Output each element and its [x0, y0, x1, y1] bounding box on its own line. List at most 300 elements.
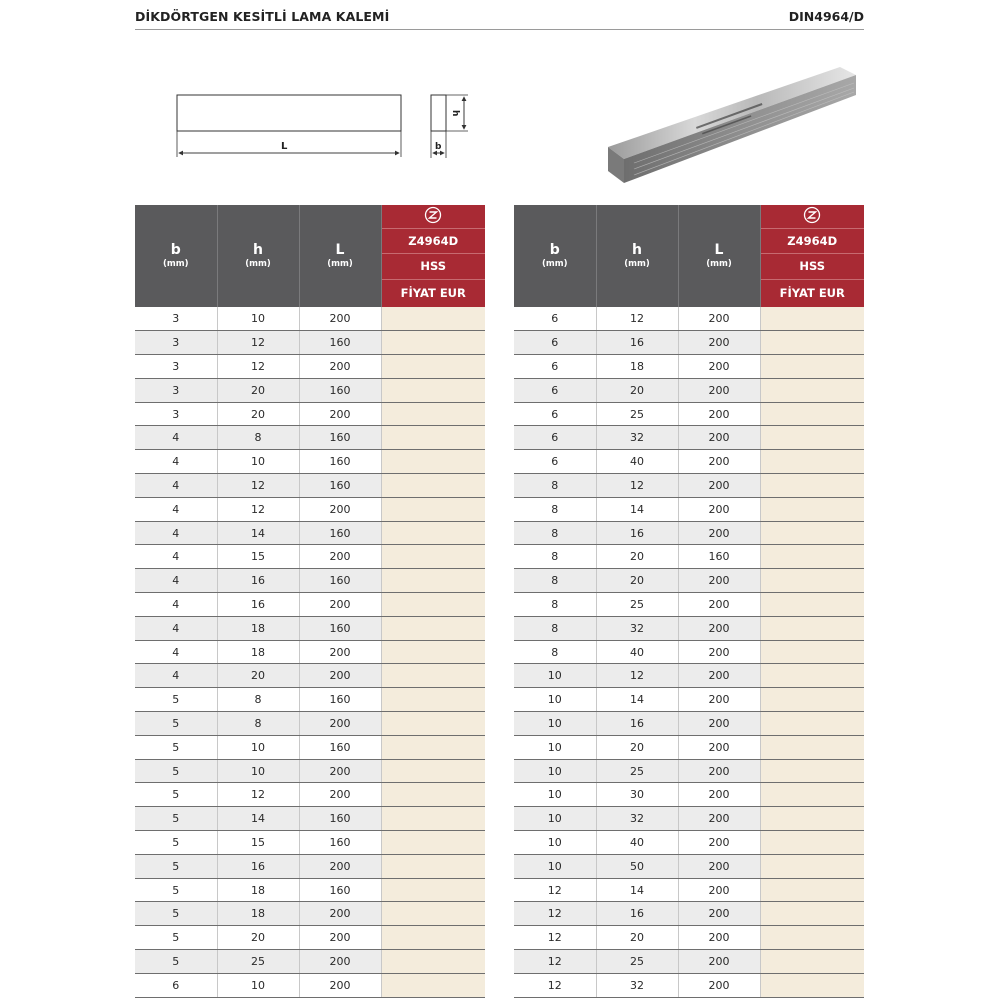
product-code-header: Z4964D	[760, 228, 864, 254]
price-cell[interactable]	[381, 807, 485, 831]
cell-b: 5	[135, 688, 217, 712]
cell-b: 8	[514, 593, 596, 617]
table-row	[135, 402, 485, 426]
cell-l: 200	[299, 712, 381, 736]
cell-l: 200	[678, 902, 760, 926]
cell-l: 200	[299, 783, 381, 807]
table-row	[514, 450, 864, 474]
cell-b: 4	[135, 497, 217, 521]
cell-b: 12	[514, 878, 596, 902]
cell-b: 4	[135, 426, 217, 450]
cell-b: 5	[135, 807, 217, 831]
cell-b: 4	[135, 569, 217, 593]
cell-h: 20	[217, 926, 299, 950]
table-row	[135, 950, 485, 974]
cell-l: 160	[678, 545, 760, 569]
product-code-header: Z4964D	[381, 228, 485, 254]
table-row	[514, 878, 864, 902]
cell-h: 25	[596, 402, 678, 426]
material-header: HSS	[381, 254, 485, 280]
cell-h: 16	[596, 521, 678, 545]
price-cell[interactable]	[381, 593, 485, 617]
price-cell[interactable]	[381, 783, 485, 807]
price-cell[interactable]	[381, 640, 485, 664]
cell-b: 4	[135, 664, 217, 688]
price-cell[interactable]	[381, 569, 485, 593]
cell-b: 6	[135, 973, 217, 997]
table-row	[514, 902, 864, 926]
table-row	[514, 616, 864, 640]
material-header: HSS	[760, 254, 864, 280]
cell-h: 32	[596, 973, 678, 997]
price-cell[interactable]	[760, 450, 864, 474]
cell-l: 200	[678, 664, 760, 688]
cell-h: 25	[596, 759, 678, 783]
table-row	[135, 854, 485, 878]
table-row	[514, 688, 864, 712]
price-cell[interactable]	[760, 902, 864, 926]
table-row	[514, 831, 864, 855]
cell-l: 160	[299, 474, 381, 498]
cell-l: 200	[678, 735, 760, 759]
cell-l: 200	[678, 378, 760, 402]
cell-b: 5	[135, 712, 217, 736]
price-cell[interactable]	[760, 783, 864, 807]
dimension-label-l: L	[281, 141, 288, 152]
cell-b: 4	[135, 593, 217, 617]
z-circle-logo-icon	[803, 206, 821, 224]
brand-logo-cell	[760, 205, 864, 228]
cell-b: 6	[514, 331, 596, 355]
cell-h: 15	[217, 545, 299, 569]
cell-b: 12	[514, 902, 596, 926]
cell-h: 12	[217, 783, 299, 807]
cell-b: 5	[135, 878, 217, 902]
cell-b: 5	[135, 735, 217, 759]
product-photo	[604, 55, 864, 185]
cell-l: 160	[299, 331, 381, 355]
price-cell[interactable]	[381, 854, 485, 878]
price-cell[interactable]	[381, 950, 485, 974]
cell-b: 10	[514, 664, 596, 688]
price-cell[interactable]	[381, 378, 485, 402]
cell-h: 20	[596, 545, 678, 569]
cell-l: 160	[299, 735, 381, 759]
table-row	[135, 545, 485, 569]
col-header-b: b (mm)	[514, 205, 596, 307]
cell-l: 200	[678, 569, 760, 593]
cell-l: 200	[678, 355, 760, 379]
cell-l: 200	[299, 902, 381, 926]
header-divider	[135, 29, 864, 30]
cell-l: 200	[678, 783, 760, 807]
cell-l: 200	[299, 854, 381, 878]
cell-h: 12	[217, 355, 299, 379]
price-cell[interactable]	[760, 331, 864, 355]
table-row	[135, 688, 485, 712]
cell-h: 20	[217, 378, 299, 402]
cell-b: 3	[135, 307, 217, 331]
cell-b: 5	[135, 926, 217, 950]
cell-h: 18	[217, 878, 299, 902]
table-row	[514, 569, 864, 593]
cell-b: 6	[514, 402, 596, 426]
price-cell[interactable]	[760, 973, 864, 997]
cell-b: 3	[135, 355, 217, 379]
cell-b: 8	[514, 640, 596, 664]
cell-b: 8	[514, 545, 596, 569]
side-view-rect	[177, 95, 401, 131]
cell-h: 8	[217, 712, 299, 736]
table-row	[135, 973, 485, 997]
price-cell[interactable]	[760, 735, 864, 759]
cell-l: 200	[678, 854, 760, 878]
price-cell[interactable]	[760, 950, 864, 974]
cell-h: 16	[596, 331, 678, 355]
price-cell[interactable]	[760, 545, 864, 569]
cell-h: 10	[217, 307, 299, 331]
cell-b: 4	[135, 521, 217, 545]
cell-l: 160	[299, 426, 381, 450]
cell-h: 10	[217, 450, 299, 474]
cell-h: 12	[217, 331, 299, 355]
table-row	[135, 712, 485, 736]
table-row	[514, 712, 864, 736]
cell-l: 160	[299, 688, 381, 712]
cell-b: 10	[514, 831, 596, 855]
cell-h: 20	[596, 378, 678, 402]
cell-b: 3	[135, 402, 217, 426]
cell-h: 25	[596, 950, 678, 974]
cell-l: 160	[299, 831, 381, 855]
cell-h: 25	[596, 593, 678, 617]
cell-h: 16	[217, 593, 299, 617]
table-row	[514, 355, 864, 379]
cell-h: 32	[596, 616, 678, 640]
table-row	[135, 878, 485, 902]
price-cell[interactable]	[760, 497, 864, 521]
price-cell[interactable]	[381, 497, 485, 521]
cell-l: 200	[678, 878, 760, 902]
end-view-rect	[431, 95, 446, 131]
table-row	[135, 926, 485, 950]
cell-h: 10	[217, 735, 299, 759]
cell-l: 200	[299, 950, 381, 974]
price-cell[interactable]	[381, 688, 485, 712]
price-cell[interactable]	[381, 474, 485, 498]
table-row	[135, 378, 485, 402]
table-row	[514, 735, 864, 759]
price-cell[interactable]	[381, 712, 485, 736]
cell-h: 20	[596, 735, 678, 759]
cell-h: 14	[217, 807, 299, 831]
cell-l: 200	[299, 307, 381, 331]
table-row	[135, 593, 485, 617]
table-row	[514, 807, 864, 831]
cell-h: 16	[596, 712, 678, 736]
cell-b: 8	[514, 497, 596, 521]
table-row	[514, 593, 864, 617]
cell-h: 32	[596, 807, 678, 831]
table-row	[135, 331, 485, 355]
price-cell[interactable]	[381, 759, 485, 783]
cell-h: 50	[596, 854, 678, 878]
cell-b: 8	[514, 616, 596, 640]
cell-h: 20	[596, 926, 678, 950]
price-cell[interactable]	[381, 307, 485, 331]
cell-h: 40	[596, 640, 678, 664]
cell-b: 10	[514, 688, 596, 712]
cell-l: 200	[678, 402, 760, 426]
cell-l: 160	[299, 378, 381, 402]
price-cell[interactable]	[760, 878, 864, 902]
cell-b: 5	[135, 831, 217, 855]
price-cell[interactable]	[381, 926, 485, 950]
cell-h: 16	[596, 902, 678, 926]
cell-b: 4	[135, 640, 217, 664]
table-row	[135, 521, 485, 545]
col-header-h: h (mm)	[596, 205, 678, 307]
price-cell[interactable]	[381, 616, 485, 640]
price-cell[interactable]	[381, 902, 485, 926]
cell-b: 12	[514, 926, 596, 950]
cell-b: 10	[514, 854, 596, 878]
cell-b: 3	[135, 331, 217, 355]
cell-h: 14	[596, 688, 678, 712]
cell-l: 200	[678, 593, 760, 617]
price-cell[interactable]	[760, 474, 864, 498]
price-cell[interactable]	[760, 569, 864, 593]
cell-h: 10	[217, 759, 299, 783]
cell-l: 200	[678, 973, 760, 997]
price-header: FİYAT EUR	[381, 279, 485, 307]
col-header-h: h (mm)	[217, 205, 299, 307]
cell-l: 160	[299, 807, 381, 831]
price-cell[interactable]	[760, 712, 864, 736]
table-row	[514, 474, 864, 498]
cell-h: 18	[217, 616, 299, 640]
cell-b: 3	[135, 378, 217, 402]
cell-h: 32	[596, 426, 678, 450]
cell-l: 200	[678, 521, 760, 545]
table-row	[135, 497, 485, 521]
cell-l: 200	[299, 664, 381, 688]
price-cell[interactable]	[381, 331, 485, 355]
cell-h: 10	[217, 973, 299, 997]
price-cell[interactable]	[381, 426, 485, 450]
table-row	[135, 474, 485, 498]
cell-b: 10	[514, 783, 596, 807]
price-table-left	[135, 205, 485, 998]
table-row	[514, 426, 864, 450]
table-row	[135, 831, 485, 855]
cell-l: 200	[299, 497, 381, 521]
table-row	[135, 426, 485, 450]
price-table-right	[514, 205, 864, 998]
price-cell[interactable]	[381, 402, 485, 426]
cell-h: 18	[217, 902, 299, 926]
table-row	[514, 545, 864, 569]
price-cell[interactable]	[381, 521, 485, 545]
cell-l: 200	[678, 950, 760, 974]
price-cell[interactable]	[760, 807, 864, 831]
cell-h: 12	[217, 474, 299, 498]
table-row	[135, 902, 485, 926]
table-row	[514, 783, 864, 807]
table-row	[514, 521, 864, 545]
cell-b: 8	[514, 569, 596, 593]
table-row	[514, 926, 864, 950]
price-cell[interactable]	[760, 616, 864, 640]
table-row	[514, 973, 864, 997]
price-cell[interactable]	[760, 759, 864, 783]
cell-h: 12	[596, 664, 678, 688]
cell-h: 16	[217, 854, 299, 878]
cell-l: 200	[678, 926, 760, 950]
cell-h: 12	[217, 497, 299, 521]
price-cell[interactable]	[760, 355, 864, 379]
cell-l: 200	[678, 426, 760, 450]
cell-b: 6	[514, 450, 596, 474]
price-cell[interactable]	[760, 307, 864, 331]
price-cell[interactable]	[381, 545, 485, 569]
cell-b: 10	[514, 735, 596, 759]
price-cell[interactable]	[760, 378, 864, 402]
cell-b: 4	[135, 450, 217, 474]
price-cell[interactable]	[760, 831, 864, 855]
standard-code: DIN4964/D	[788, 9, 864, 24]
cell-h: 14	[596, 497, 678, 521]
cell-l: 200	[299, 759, 381, 783]
cell-h: 18	[596, 355, 678, 379]
cell-h: 12	[596, 307, 678, 331]
price-cell[interactable]	[760, 688, 864, 712]
cell-l: 200	[678, 331, 760, 355]
price-cell[interactable]	[760, 402, 864, 426]
cell-h: 8	[217, 688, 299, 712]
cell-l: 160	[299, 616, 381, 640]
table-row	[514, 378, 864, 402]
price-cell[interactable]	[381, 450, 485, 474]
table-row	[514, 759, 864, 783]
cell-l: 200	[678, 759, 760, 783]
cell-b: 6	[514, 378, 596, 402]
cell-b: 8	[514, 521, 596, 545]
cell-l: 200	[678, 307, 760, 331]
price-cell[interactable]	[381, 831, 485, 855]
price-cell[interactable]	[760, 521, 864, 545]
cell-l: 200	[299, 593, 381, 617]
cell-h: 14	[596, 878, 678, 902]
cell-l: 160	[299, 569, 381, 593]
table-row	[135, 664, 485, 688]
cell-h: 15	[217, 831, 299, 855]
dimension-label-h: h	[450, 110, 460, 117]
table-row	[135, 759, 485, 783]
col-header-l: L (mm)	[678, 205, 760, 307]
price-header: FİYAT EUR	[760, 279, 864, 307]
table-row	[514, 950, 864, 974]
table-row	[135, 616, 485, 640]
price-cell[interactable]	[760, 640, 864, 664]
cell-h: 30	[596, 783, 678, 807]
table-row	[514, 331, 864, 355]
cell-b: 5	[135, 854, 217, 878]
table-row	[135, 807, 485, 831]
price-cell[interactable]	[381, 973, 485, 997]
cell-b: 4	[135, 545, 217, 569]
table-row	[514, 402, 864, 426]
page-title: DİKDÖRTGEN KESİTLİ LAMA KALEMİ	[135, 9, 390, 24]
cell-b: 6	[514, 307, 596, 331]
table-row	[135, 783, 485, 807]
cell-l: 200	[678, 497, 760, 521]
price-cell[interactable]	[381, 735, 485, 759]
cell-h: 20	[596, 569, 678, 593]
cell-l: 200	[299, 545, 381, 569]
cell-h: 20	[217, 402, 299, 426]
cell-b: 5	[135, 783, 217, 807]
cell-b: 6	[514, 426, 596, 450]
price-cell[interactable]	[760, 926, 864, 950]
price-cell[interactable]	[760, 593, 864, 617]
table-row	[135, 307, 485, 331]
cell-b: 5	[135, 950, 217, 974]
cell-l: 200	[299, 355, 381, 379]
cell-l: 200	[299, 926, 381, 950]
table-row	[135, 640, 485, 664]
table-row	[514, 497, 864, 521]
table-row	[514, 307, 864, 331]
cell-b: 10	[514, 759, 596, 783]
cell-b: 5	[135, 759, 217, 783]
cell-h: 18	[217, 640, 299, 664]
cell-h: 8	[217, 426, 299, 450]
cell-l: 200	[678, 474, 760, 498]
cell-h: 20	[217, 664, 299, 688]
cell-l: 200	[299, 973, 381, 997]
price-cell[interactable]	[760, 664, 864, 688]
price-cell[interactable]	[381, 878, 485, 902]
cell-l: 160	[299, 878, 381, 902]
table-row	[135, 450, 485, 474]
cell-l: 200	[678, 616, 760, 640]
cell-l: 200	[678, 807, 760, 831]
cell-b: 6	[514, 355, 596, 379]
cell-h: 14	[217, 521, 299, 545]
price-cell[interactable]	[381, 355, 485, 379]
cell-l: 200	[299, 402, 381, 426]
cell-h: 25	[217, 950, 299, 974]
cell-l: 160	[299, 521, 381, 545]
cell-l: 200	[299, 640, 381, 664]
cell-b: 8	[514, 474, 596, 498]
brand-logo-cell	[381, 205, 485, 228]
cell-b: 10	[514, 712, 596, 736]
technical-drawing	[170, 86, 480, 166]
cell-l: 200	[678, 712, 760, 736]
cell-b: 5	[135, 902, 217, 926]
dimension-label-b: b	[435, 142, 442, 152]
price-cell[interactable]	[760, 854, 864, 878]
cell-b: 4	[135, 616, 217, 640]
price-cell[interactable]	[381, 664, 485, 688]
cell-l: 200	[678, 688, 760, 712]
table-row	[514, 854, 864, 878]
table-row	[514, 640, 864, 664]
z-circle-logo-icon	[424, 206, 442, 224]
price-cell[interactable]	[760, 426, 864, 450]
